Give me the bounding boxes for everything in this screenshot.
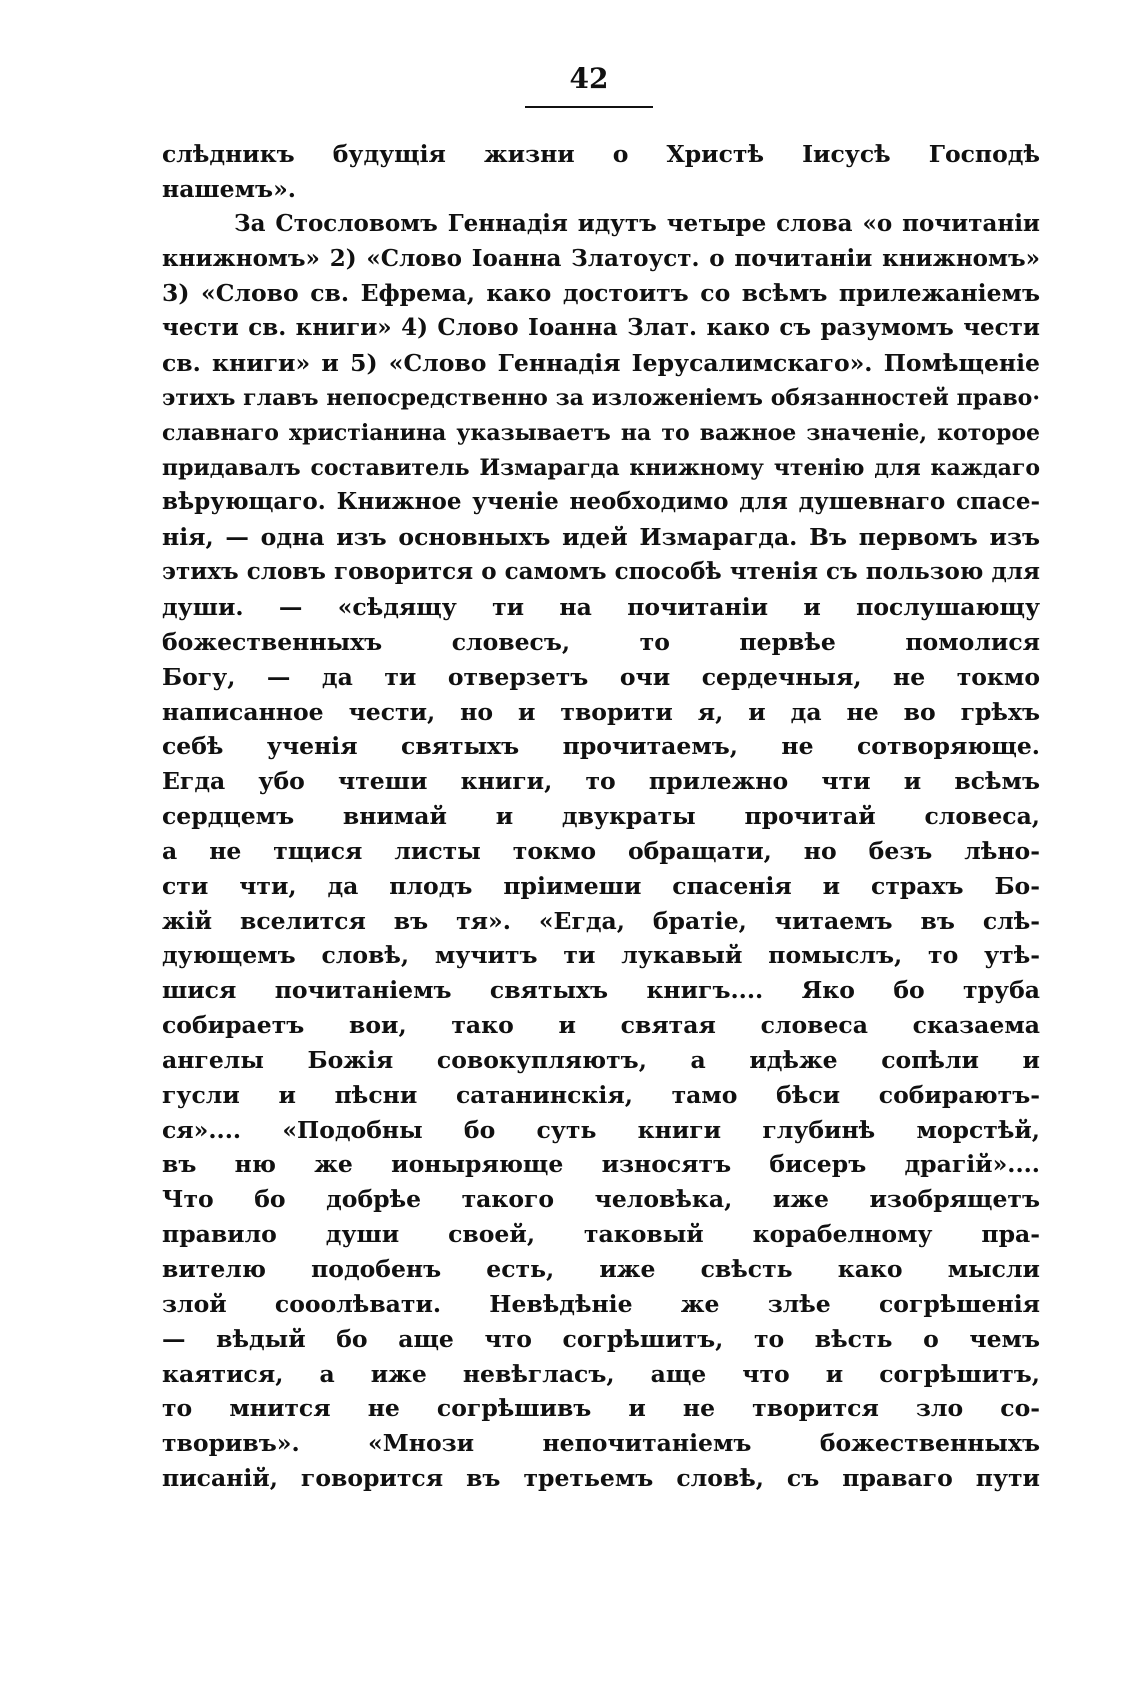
text-line: собираетъ вои, тако и святая словеса сказаема xyxy=(162,1011,1040,1040)
text-line: дующемъ словѣ, мучитъ ти лукавый помыслъ, то утѣ- xyxy=(162,941,1040,970)
text-line: этихъ словъ говорится о самомъ способѣ чтенія съ пользою для xyxy=(162,558,1040,586)
text-line: ся».... «Подобны бо суть книги глубинѣ морстѣй, xyxy=(162,1115,1040,1144)
header-rule xyxy=(525,106,653,108)
text-line: славнаго христіанина указываетъ на то важное значеніе, которое xyxy=(162,419,1040,446)
text-line: гусли и пѣсни сатанинскія, тамо бѣси собираютъ- xyxy=(162,1080,1040,1109)
page-header xyxy=(525,60,653,98)
text-line: Что бо добрѣе такого человѣка, иже изобрящетъ xyxy=(162,1185,1040,1214)
text-line: души. — «сѣдящу ти на почитаніи и послушающу xyxy=(162,592,1040,621)
text-line: шися почитаніемъ святыхъ книгъ.... Яко бо труба xyxy=(162,976,1040,1005)
text-line: жій вселится въ тя». «Егда, братіе, читаемъ въ слѣ- xyxy=(162,906,1040,935)
text-line: этихъ главъ непосредственно за изложеніемъ обязанностей право· xyxy=(162,384,1040,411)
text-line: Егда убо чтеши книги, то прилежно чти и всѣмъ xyxy=(162,767,1040,796)
text-line: слѣдникъ будущія жизни о Христѣ Іисусѣ Господѣ xyxy=(162,140,1040,168)
text-line: нія, — одна изъ основныхъ идей Измарагда. Въ первомъ изъ xyxy=(162,523,1040,552)
text-line: Богу, — да ти отверзетъ очи сердечныя, не токмо xyxy=(162,662,1040,691)
text-line: сердцемъ внимай и двукраты прочитай словеса, xyxy=(162,802,1040,831)
text-line: вѣрующаго. Книжное ученіе необходимо для душевнаго спасе- xyxy=(162,488,1040,516)
text-line: въ ню же ионыряюще износятъ бисеръ драгій».... xyxy=(162,1150,1040,1179)
text-line: книжномъ» 2) «Слово Іоанна Златоуст. о почитаніи книжномъ» xyxy=(162,244,1040,272)
text-line: правило души своей, таковый корабелному пра- xyxy=(162,1220,1040,1249)
text-line: 3) «Слово св. Ефрема, како достоитъ со всѣмъ прилежаніемъ xyxy=(162,279,1040,308)
text-line: творивъ». «Мнози непочитаніемъ божественныхъ xyxy=(162,1429,1040,1458)
text-line: божественныхъ словесъ, то первѣе помолися xyxy=(162,627,1040,656)
text-line: — вѣдый бо аще что согрѣшитъ, то вѣсть о чемъ xyxy=(162,1324,1040,1353)
page-number: 42 xyxy=(569,62,609,95)
text-line: вителю подобенъ есть, иже свѣсть како мысли xyxy=(162,1255,1040,1283)
text-line: злой сооолѣвати. Невѣдѣніе же злѣе согрѣшенія xyxy=(162,1289,1040,1318)
text-line: написанное чести, но и творити я, и да не во грѣхъ xyxy=(162,697,1040,726)
text-line: придавалъ составитель Измарагда книжному чтенію для каждаго xyxy=(162,454,1040,481)
text-line: писаній, говорится въ третьемъ словѣ, съ праваго пути xyxy=(162,1464,1040,1493)
body-text xyxy=(162,137,1040,1496)
text-line: св. книги» и 5) «Слово Геннадія Іерусалимскаго». Помѣщеніе xyxy=(162,349,1040,378)
text-line: нашемъ». xyxy=(162,174,296,203)
text-line: ангелы Божія совокупляютъ, а идѣже сопѣли и xyxy=(162,1045,1040,1074)
text-line: чести св. книги» 4) Слово Іоанна Злат. како съ разумомъ чести xyxy=(162,314,1040,342)
text-line: то мнится не согрѣшивъ и не творится зло со- xyxy=(162,1394,1040,1423)
text-line: За Стословомъ Геннадія идутъ четыре слова «о почитаніи xyxy=(234,209,1040,237)
text-line: себѣ ученія святыхъ прочитаемъ, не сотворяюще. xyxy=(162,732,1040,761)
text-line: сти чти, да плодъ пріимеши спасенія и страхъ Бо- xyxy=(162,871,1040,900)
text-line: а не тщися листы токмо обращати, но безъ лѣно- xyxy=(162,836,1040,865)
text-line: каятися, а иже невѣгласъ, аще что и согрѣшитъ, xyxy=(162,1359,1040,1388)
